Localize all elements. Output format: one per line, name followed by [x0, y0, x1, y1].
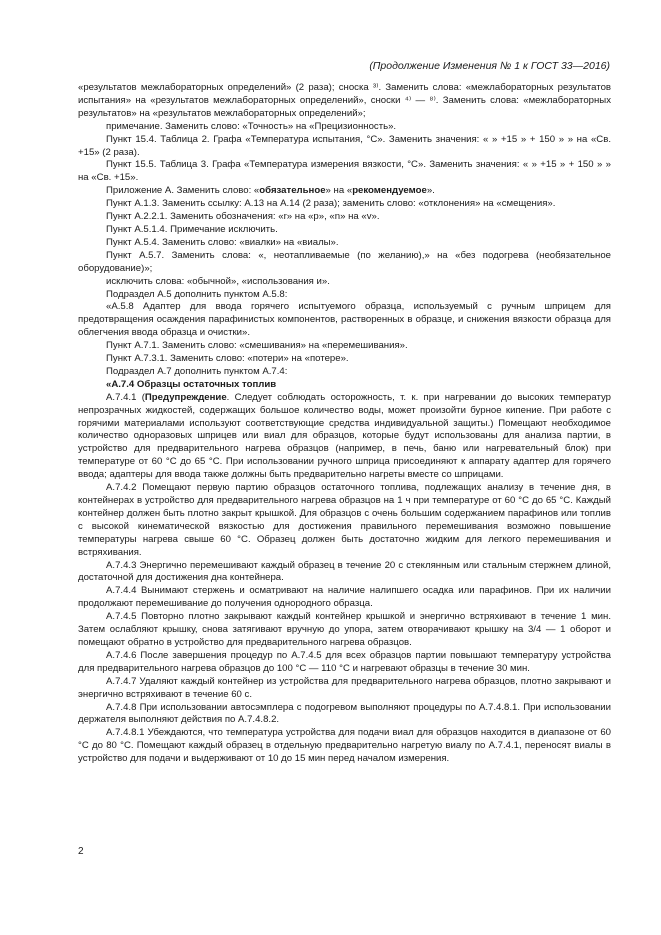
text-run: Пункт А.5.4. Заменить слово: «виалки» на «виалы». — [106, 236, 339, 248]
text-run: Пункт А.7.1. Заменить слово: «смешивания» на «перемешивания». — [106, 340, 408, 352]
paragraph — [78, 82, 611, 121]
text-run: ». — [426, 185, 435, 197]
text-run: Пункт 15.4. Таблица 2. Графа «Температура испытания, °С». Заменить значения: « » +15 » + 150 » » на «Св. +15» (2 раза). — [78, 133, 611, 158]
text-run: А.7.4.3 Энергично перемешивают каждый образец в течение 20 с стеклянным или стальным стержнем длиной, достаточной для достижения дна контейнера. — [78, 559, 611, 584]
text-run: А.7.4.5 Повторно плотно закрывают каждый контейнер крышкой и энергично встряхивают в течение 1 мин. Затем ослабляют крышку, снова затягивают вручную до упора, затем отворачивают крышку на 3/4 — 1 оборот и помещают обратно в устройство для предварительного нагрева образцов. — [78, 611, 611, 648]
paragraph — [78, 650, 611, 676]
text-run: А.7.4.8 При использовании автосэмплера с подогревом выполняют процедуры по А.7.4.8.1. При использовании держателя выполняют действия по А.7.4.8.2. — [78, 701, 611, 726]
paragraph — [78, 237, 611, 250]
paragraph — [78, 585, 611, 611]
text-run: исключить слова: «обычной», «использования и». — [106, 275, 330, 287]
text-run: . Следует соблюдать осторожность, т. к. при нагревании до высоких температур непрозрачных жидкостей, содержащих большое количество воды, может произойти бурное кипение. При работе с горячими материалами используют соответствующие средства индивидуальной защиты.) Помещают необходимое количество одноразовых шприцев или виал для образцов, которые будут использованы для анализа партии, в устройство для предварительного нагрева образцов (например, в печь, баню или нагревательный блок) при температуре от 60 °С до 65 °С. При использовании ручного шприца присоединяют к аппарату адаптер для горячего ввода; адаптеры для ввода также должны быть предварительно нагреты вместе со шприцами. — [78, 391, 612, 481]
text-run: Подраздел А.5 дополнить пунктом А.5.8: — [106, 288, 288, 300]
paragraph — [78, 676, 611, 702]
paragraph — [78, 250, 611, 276]
text-run: А.7.4.1 ( — [106, 391, 145, 403]
bold-text-run: рекомендуемое — [352, 185, 427, 197]
paragraph — [78, 121, 611, 134]
paragraph — [78, 198, 611, 211]
running-header: (Продолжение Изменения № 1 к ГОСТ 33—2016) — [369, 60, 610, 72]
document-body — [78, 82, 611, 766]
text-run: Пункт А.2.2.1. Заменить обозначения: «r» на «p», «n» на «v». — [106, 211, 380, 223]
text-run: А.7.4.4 Вынимают стержень и осматривают на наличие налипшего осадка или парафинов. При их наличии продолжают перемешивание до получения однородного образца. — [78, 585, 611, 610]
paragraph — [78, 482, 611, 559]
paragraph — [78, 224, 611, 237]
text-run: «А.5.8 Адаптер для ввода горячего испытуемого образца, используемый с ручным шприцем для предотвращения осаждения парафинистых компонентов, растворенных в образце, и снижения вязкости образца для облегчения ввода образца и очистки». — [78, 301, 611, 339]
paragraph — [78, 702, 611, 728]
text-run: примечание. Заменить слово: «Точность» на «Прецизионность». — [106, 120, 397, 132]
text-run: Пункт А.5.7. Заменить слова: «, неотапливаемые (по желанию),» на «без подогрева (необязательное оборудование)»; — [78, 249, 611, 274]
paragraph — [78, 340, 611, 353]
paragraph — [78, 289, 611, 302]
text-run: А.7.4.6 После завершения процедур по А.7.4.5 для всех образцов партии повышают температуру устройства для предварительного нагрева образцов до 100 °С — 110 °С и нагревают образцы в течение 30 мин. — [78, 649, 611, 674]
text-run: А.7.4.8.1 Убеждаются, что температура устройства для подачи виал для образцов находится в диапазоне от 60 °С до 80 °С. Помещают каждый образец в отдельную предварительно нагретую виалу по А.7.4.1, переносят виалы в устройство для подачи и выдерживают от 10 до 15 мин перед началом измерения. — [78, 727, 611, 765]
paragraph — [78, 727, 611, 766]
text-run: А.7.4.7 Удаляют каждый контейнер из устройства для предварительного нагрева образцов, плотно закрывают и энергично встряхивают в течение 60 с. — [78, 675, 611, 700]
paragraph — [78, 134, 611, 160]
paragraph — [78, 379, 611, 392]
paragraph — [78, 159, 611, 185]
paragraph — [78, 392, 611, 482]
paragraph — [78, 276, 611, 289]
text-run: Пункт А.5.1.4. Примечание исключить. — [106, 223, 278, 235]
paragraph — [78, 611, 611, 650]
text-run: Подраздел А.7 дополнить пунктом А.7.4: — [106, 365, 288, 377]
page-number: 2 — [78, 846, 84, 857]
text-run: Пункт А.1.3. Заменить ссылку: А.13 на А.14 (2 раза); заменить слово: «отклонения» на «смещения». — [106, 198, 556, 210]
text-run: «результатов межлабораторных определений» (2 раза); сноска ³⁾. Заменить слова: «межлабораторных результатов испытания» на «результатов межлабораторных определений», сноски ⁴⁾ — ⁸⁾. Заменить слова: «межлабораторных результатов» на «результатов межлабораторных определений»; — [78, 82, 611, 119]
paragraph — [78, 366, 611, 379]
paragraph — [78, 211, 611, 224]
paragraph — [78, 560, 611, 586]
paragraph — [78, 353, 611, 366]
bold-text-run: обязательное — [259, 185, 326, 197]
text-run: » на « — [325, 185, 353, 197]
text-run: Приложение А. Заменить слово: « — [106, 185, 260, 197]
text-run: Пункт 15.5. Таблица 3. Графа «Температура измерения вязкости, °С». Заменить значения: « » +15 » + 150 » » на «Св. +15». — [78, 159, 611, 184]
paragraph — [78, 301, 611, 340]
text-run: Пункт А.7.3.1. Заменить слово: «потери» на «потере». — [106, 353, 349, 365]
bold-text-run: «А.7.4 Образцы остаточных топлив — [106, 378, 277, 390]
bold-text-run: Предупреждение — [144, 391, 227, 403]
text-run: А.7.4.2 Помещают первую партию образцов остаточного топлива, подлежащих анализу в течение дня, в контейнерах в устройство для предварительного нагрева образцов на 1 ч при температуре от 60 °С до 65 °С. Каждый контейнер должен быть плотно закрыт крышкой. Для образцов с очень большим содержанием парафинов или топлив с высокой кинематической вязкостью для достижения правильного перемешивания возможно повышение температуры нагрева свыше 60 °С. Образец должен быть достаточно жидким для легкого перемешивания и встряхивания. — [78, 482, 611, 558]
paragraph — [78, 185, 611, 198]
